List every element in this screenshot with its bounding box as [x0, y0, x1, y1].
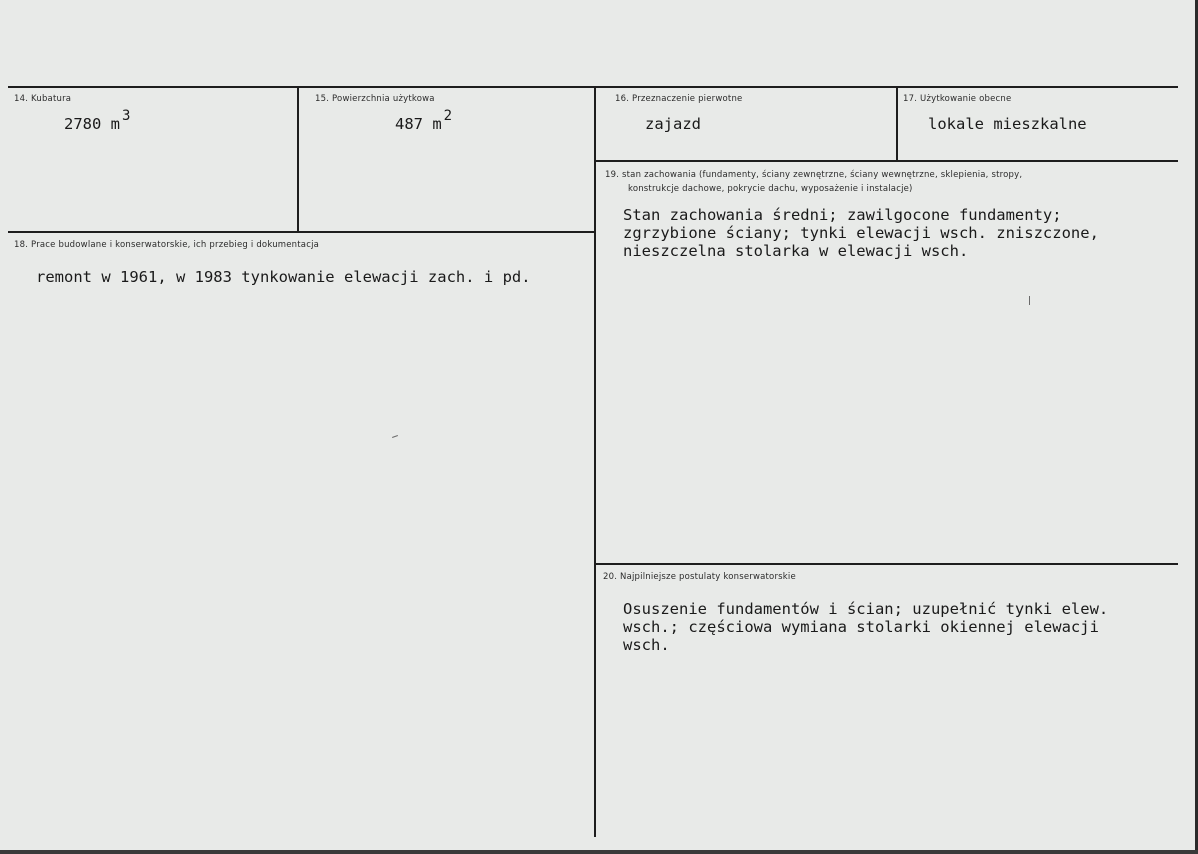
divider-14-15: [297, 87, 299, 232]
field-14-label: 14. Kubatura: [14, 94, 72, 104]
rule-under-16-17: [596, 160, 1178, 162]
field-18-label: 18. Prace budowlane i konserwatorskie, ich przebieg i dokumentacja: [14, 240, 320, 250]
center-divider: [594, 87, 596, 837]
field-15-label: 15. Powierzchnia użytkowa: [315, 94, 435, 104]
field-17-label: 17. Użytkowanie obecne: [903, 94, 1012, 104]
field-19-line-2: zgrzybione ściany; tynki elewacji wsch. zniszczone,: [623, 224, 1099, 242]
field-18-value: remont w 1961, w 1983 tynkowanie elewacji zach. i pd.: [36, 268, 531, 286]
field-14-unit-exponent: 3: [122, 108, 131, 124]
field-19-label-line2: konstrukcje dachowe, pokrycie dachu, wyposażenie i instalacje): [628, 184, 913, 194]
field-16-label: 16. Przeznaczenie pierwotne: [615, 94, 743, 104]
field-20-line-2: wsch.; częściowa wymiana stolarki okiennej elewacji: [623, 618, 1099, 636]
paper-speck: [392, 435, 398, 438]
rule-under-14-15: [8, 231, 596, 233]
divider-16-17: [896, 87, 898, 161]
field-19-line-3: nieszczelna stolarka w elewacji wsch.: [623, 242, 969, 260]
field-15-value: 487 m 2: [395, 108, 453, 133]
field-20-line-3: wsch.: [623, 636, 670, 654]
rule-above-20: [596, 563, 1178, 565]
field-15-unit-exponent: 2: [443, 108, 453, 124]
field-20-line-1: Osuszenie fundamentów i ścian; uzupełnić tynki elew.: [623, 600, 1109, 618]
scan-edge-bottom: [0, 850, 1198, 854]
field-19-line-1: Stan zachowania średni; zawilgocone fundamenty;: [623, 206, 1062, 224]
top-rule: [8, 86, 1178, 88]
field-14-value: 2780 m 3: [64, 108, 131, 133]
paper-speck: [1029, 296, 1030, 305]
field-16-value: zajazd: [645, 115, 701, 133]
field-20-label: 20. Najpilniejsze postulaty konserwatorskie: [603, 572, 796, 582]
field-17-value: lokale mieszkalne: [928, 115, 1087, 133]
field-19-label-line1: 19. stan zachowania (fundamenty, ściany zewnętrzne, ściany wewnętrzne, sklepienia, stropy,: [605, 170, 1023, 180]
